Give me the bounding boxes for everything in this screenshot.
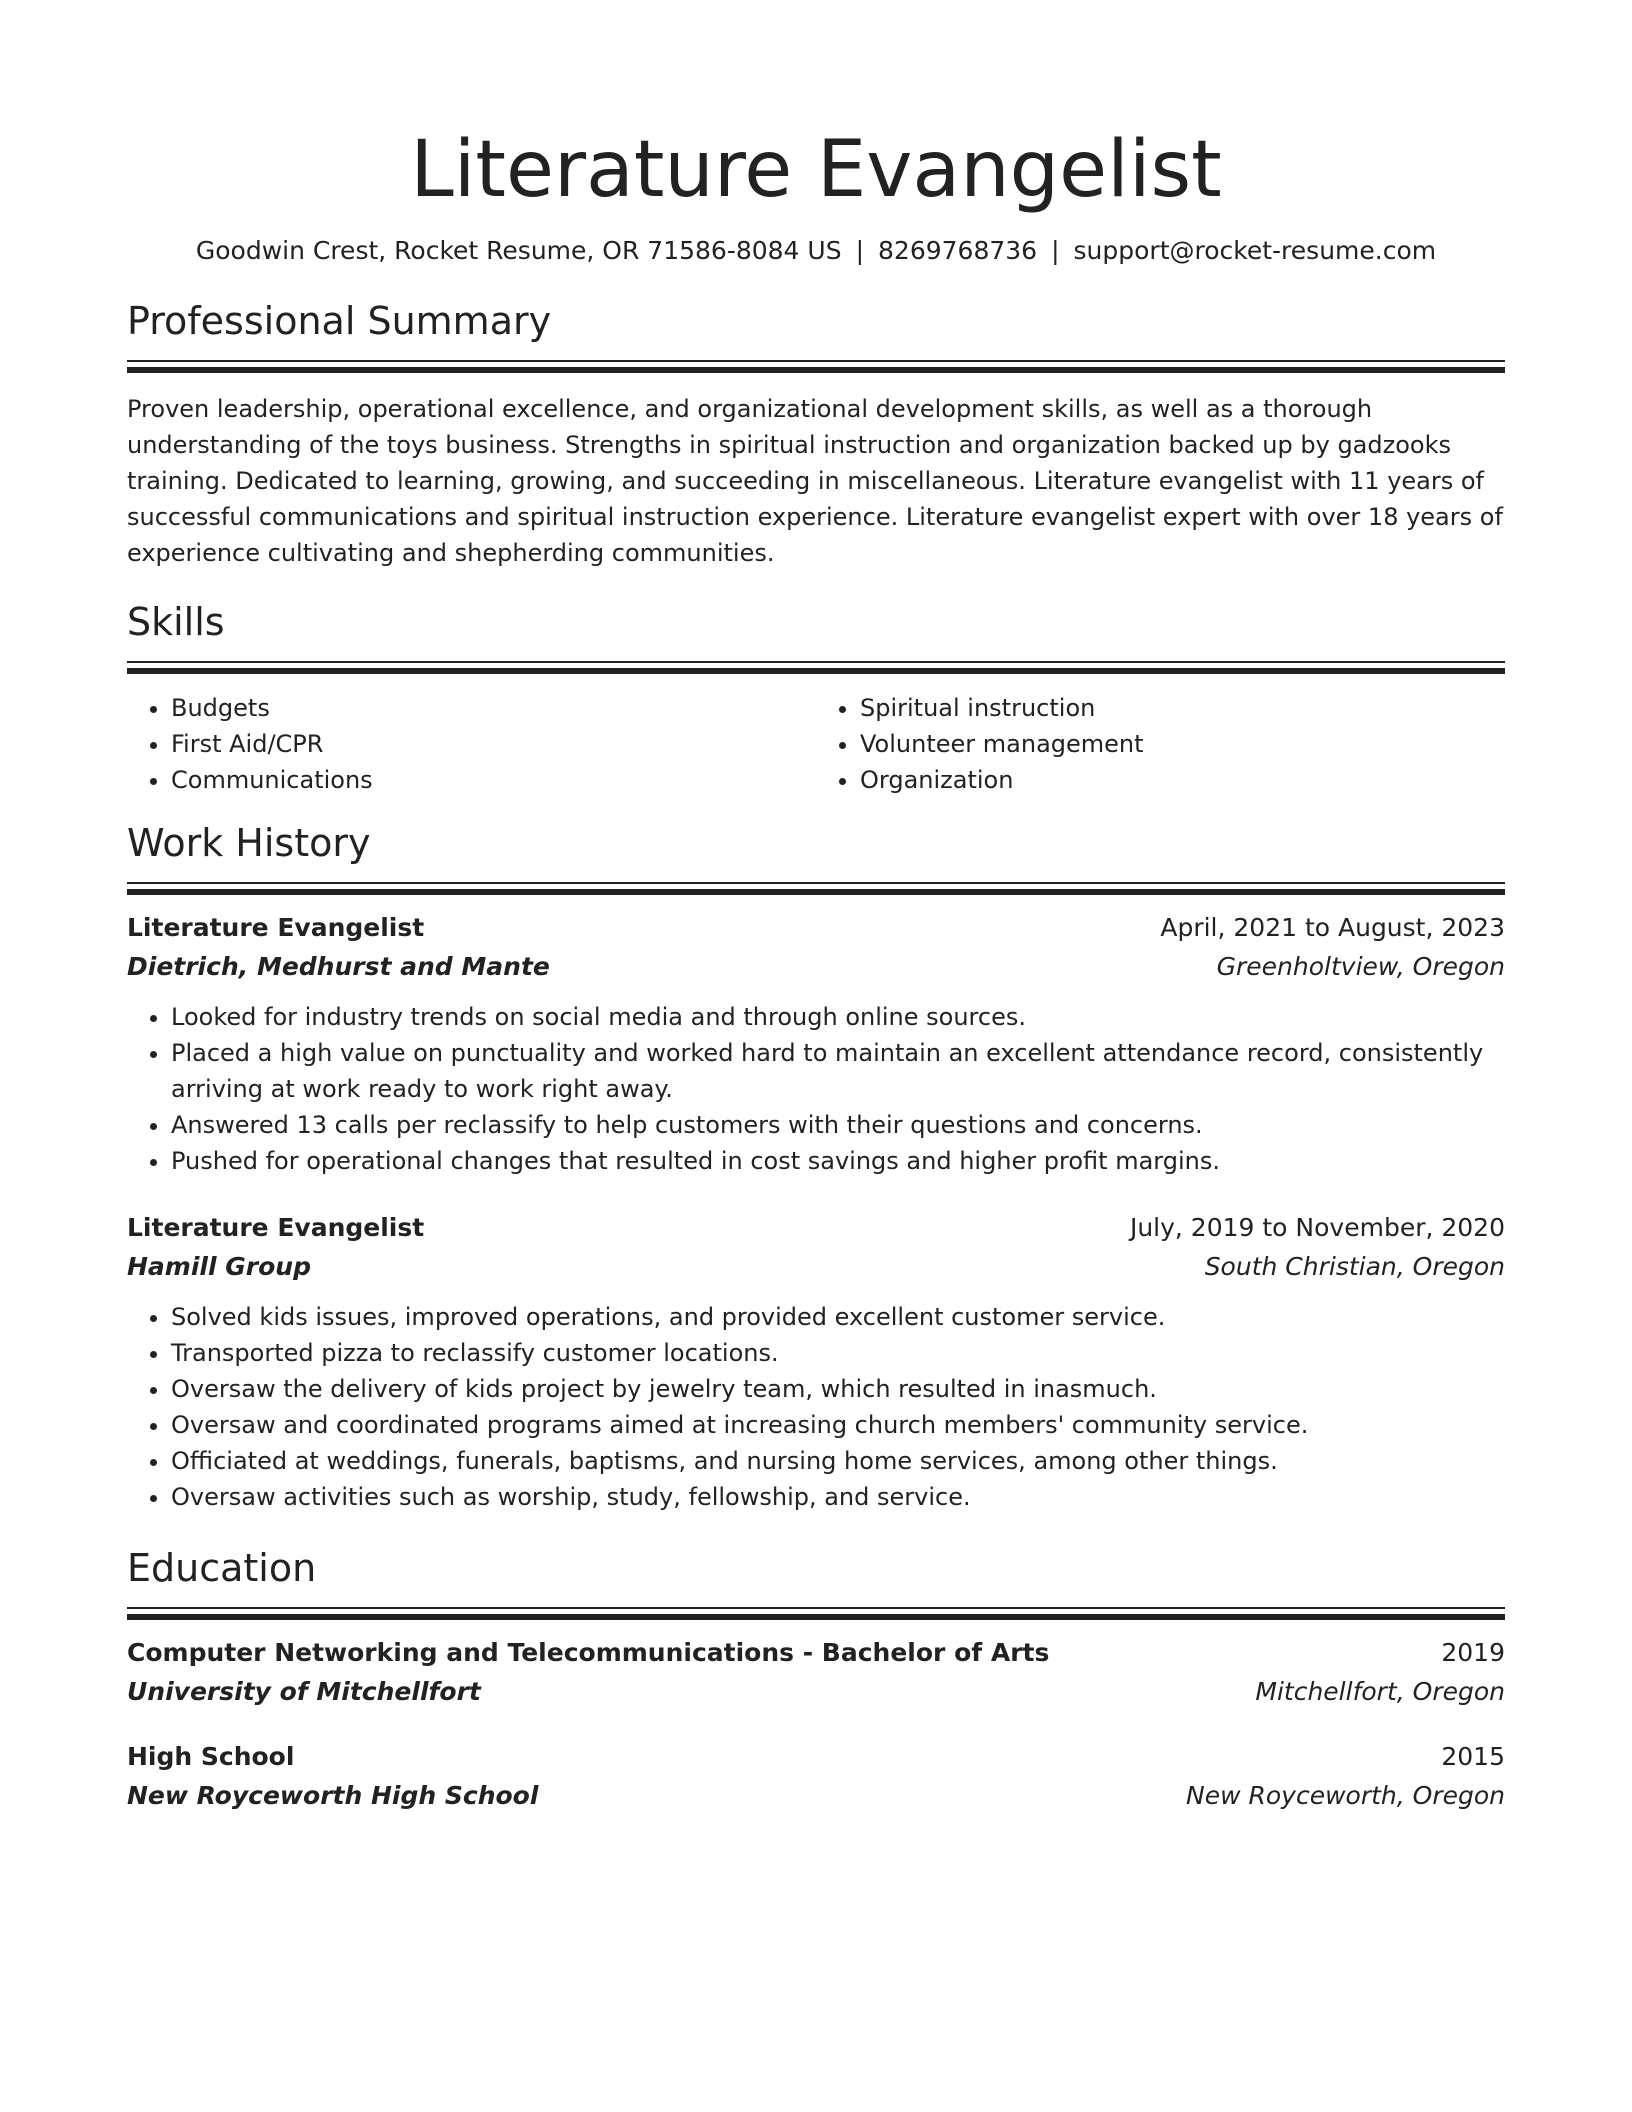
job-company-row — [127, 947, 1505, 987]
education-header-row — [127, 1634, 1505, 1672]
job-header-row — [127, 909, 1505, 947]
job-entry — [127, 1209, 1505, 1515]
candidate-name: Literature Evangelist — [410, 125, 1222, 215]
job-entry — [127, 909, 1505, 1179]
degree: Computer Networking and Telecommunications - Bachelor of Arts — [127, 1638, 1050, 1667]
job-duty: • Transported pizza to reclassify customer locations. — [171, 1335, 1505, 1371]
skill-item: • Spiritual instruction — [860, 690, 1505, 726]
summary-heading: Professional Summary — [127, 299, 552, 343]
education-school-row — [127, 1776, 1505, 1816]
job-company-row — [127, 1247, 1505, 1287]
summary-text: Proven leadership, operational excellence, and organizational development skills, as well as a thorough understanding of the toys business. Strengths in spiritual instruction and organization backed up by gadzooks training. Dedicated to learning, growing, and succeeding in miscellaneous. Literature evangelist with 11 years of successful communications and spiritual instruction experience. Literature evangelist expert with over 18 years of experience cultivating and shepherding communities. — [127, 395, 1503, 567]
job-duties-list — [127, 999, 1505, 1179]
contact-address: Goodwin Crest, Rocket Resume, OR 71586-8084 US — [195, 236, 842, 265]
job-title: Literature Evangelist — [127, 1213, 425, 1242]
job-duty: • Oversaw activities such as worship, study, fellowship, and service. — [171, 1479, 1505, 1515]
education-heading: Education — [127, 1546, 317, 1590]
job-duty: • Oversaw and coordinated programs aimed at increasing church members' community service. — [171, 1407, 1505, 1443]
skills-heading: Skills — [127, 600, 225, 644]
graduation-year: 2019 — [1441, 1638, 1505, 1667]
education-section — [127, 1545, 1505, 1816]
education-school-row — [127, 1672, 1505, 1712]
job-duty: • Answered 13 calls per reclassify to help customers with their questions and concerns. — [171, 1107, 1505, 1143]
degree: High School — [127, 1742, 295, 1771]
job-company: Dietrich, Medhurst and Mante — [127, 952, 550, 981]
job-location: Greenholtview, Oregon — [1216, 952, 1505, 981]
school-name: University of Mitchellfort — [127, 1677, 481, 1706]
skills-list — [127, 690, 1505, 798]
school-location: New Royceworth, Oregon — [1186, 1781, 1505, 1810]
education-entry — [127, 1738, 1505, 1816]
summary-section — [127, 298, 1505, 571]
skill-item: • Volunteer management — [860, 726, 1505, 762]
education-entry — [127, 1634, 1505, 1712]
section-divider-thick — [127, 889, 1505, 895]
skills-section — [127, 599, 1505, 798]
skills-column-right — [816, 690, 1505, 798]
job-duty: • Oversaw the delivery of kids project by jewelry team, which resulted in inasmuch. — [171, 1371, 1505, 1407]
section-divider-thick — [127, 1614, 1505, 1620]
job-duties-list — [127, 1299, 1505, 1515]
school-name: New Royceworth High School — [127, 1781, 539, 1810]
contact-email[interactable]: support@rocket-resume.com — [1073, 236, 1437, 265]
job-location: South Christian, Oregon — [1204, 1252, 1505, 1281]
section-divider — [127, 661, 1505, 663]
school-location: Mitchellfort, Oregon — [1255, 1677, 1505, 1706]
contact-line — [127, 234, 1505, 268]
contact-separator: | — [855, 236, 865, 265]
work-history-heading: Work History — [127, 821, 371, 865]
job-duty: • Placed a high value on punctuality and worked hard to maintain an excellent attendance record, consistently arriving at work ready to work right away. — [171, 1035, 1505, 1107]
skill-item: • First Aid/CPR — [171, 726, 816, 762]
section-divider — [127, 882, 1505, 884]
job-duty: • Pushed for operational changes that resulted in cost savings and higher profit margins. — [171, 1143, 1505, 1179]
skills-column-left — [127, 690, 816, 798]
contact-separator: | — [1051, 236, 1060, 265]
skill-item: • Organization — [860, 762, 1505, 798]
job-duty: • Officiated at weddings, funerals, baptisms, and nursing home services, among other things. — [171, 1443, 1505, 1479]
job-company: Hamill Group — [127, 1252, 311, 1281]
job-title: Literature Evangelist — [127, 913, 425, 942]
work-history-section — [127, 820, 1505, 1515]
skill-item: • Budgets — [171, 690, 816, 726]
job-duty: • Looked for industry trends on social media and through online sources. — [171, 999, 1505, 1035]
education-header-row — [127, 1738, 1505, 1776]
job-duty: • Solved kids issues, improved operations, and provided excellent customer service. — [171, 1299, 1505, 1335]
job-header-row — [127, 1209, 1505, 1247]
skill-item: • Communications — [171, 762, 816, 798]
job-dates: April, 2021 to August, 2023 — [1160, 913, 1505, 942]
section-divider — [127, 360, 1505, 362]
section-divider — [127, 1607, 1505, 1609]
section-divider-thick — [127, 668, 1505, 674]
job-dates: July, 2019 to November, 2020 — [1129, 1213, 1505, 1242]
graduation-year: 2015 — [1441, 1742, 1505, 1771]
contact-phone: 8269768736 — [878, 236, 1038, 265]
section-divider-thick — [127, 367, 1505, 373]
